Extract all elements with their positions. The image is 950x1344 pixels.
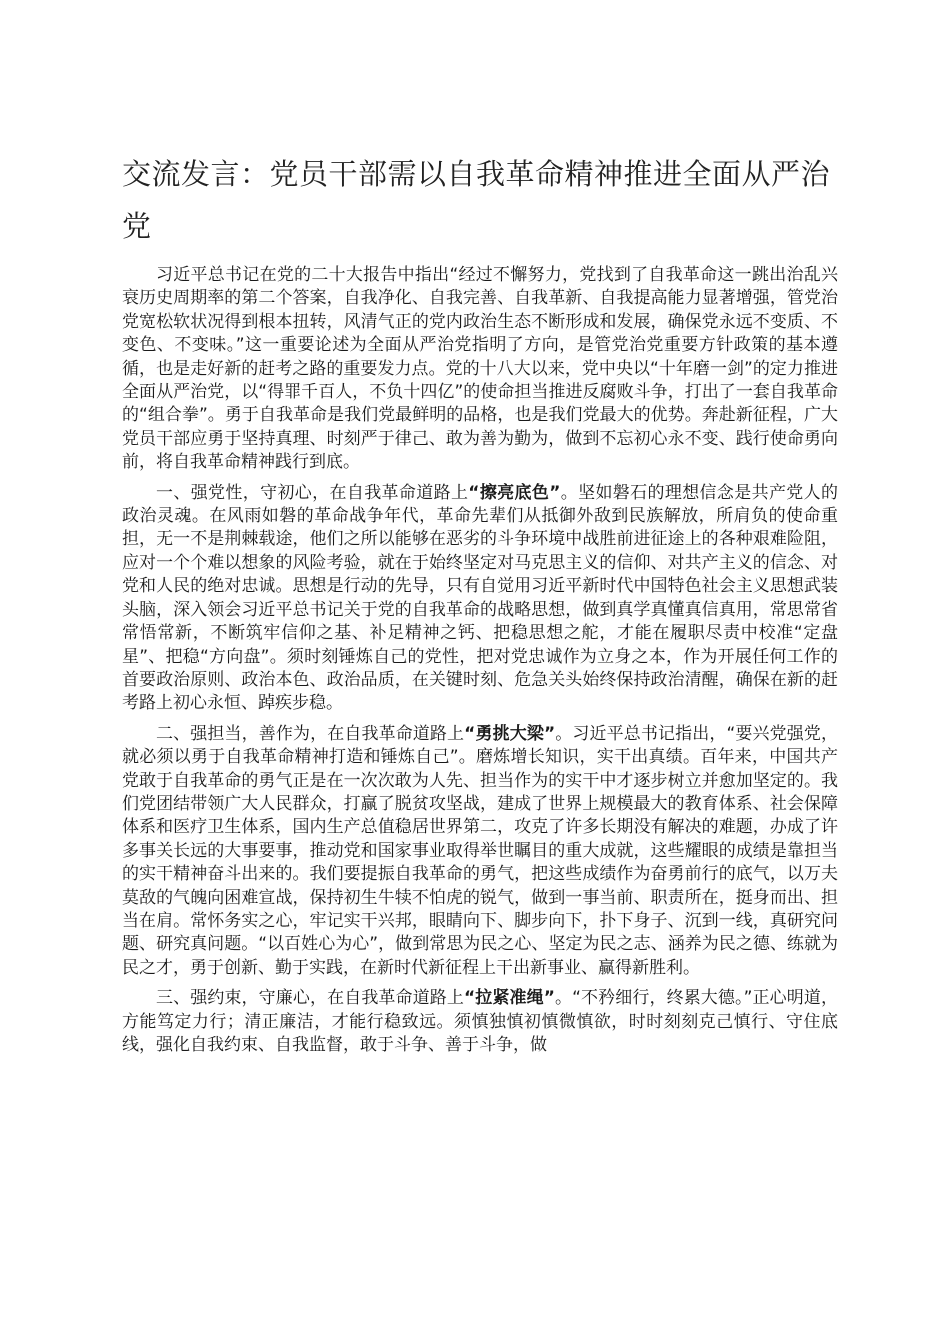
section-2-body: 。习近平总书记指出，“要兴党强党，就必须以勇于自我革命精神打造和锤炼自己”。磨炼增长知识，实干出真绩。百年来，中国共产党敢于自我革命的勇气正是在一次次敢为人先、担当作为的实干中才逐步树立并愈加坚定的。我们党团结带领广大人民群众，打赢了脱贫攻坚战，建成了世界上规模最大的教育体系、社会保障体系和医疗卫生体系，国内生产总值稳居世界第二，攻克了许多长期没有解决的难题，办成了许多事关长远的大事要事，推动党和国家事业取得举世瞩目的重大成就，这些耀眼的成绩是靠担当的实干精神奋斗出来的。我们要提振自我革命的勇气，把这些成绩作为奋勇前行的底气，以万夫莫敌的气魄向困难宣战，保持初生牛犊不怕虎的锐气，做到一事当前、职责所在，挺身而出、担当在肩。常怀务实之心，牢记实干兴邦，眼睛向下、脚步向下，扑下身子、沉到一线，真研究问题、研究真问题。“以百姓心为心”，做到常思为民之心、坚定为民之志、涵养为民之德、练就为民之才，勇于创新、勤于实践，在新时代新征程上干出新事业、赢得新胜利。 (122, 723, 838, 978)
section-3-emphasis: “拉紧准绳” (463, 988, 555, 1009)
section-2-paragraph (122, 723, 838, 980)
section-1-body: 。坚如磐石的理想信念是共产党人的政治灵魂。在风雨如磐的革命战争年代，革命先辈们从抵御外敌到民族解放，所肩负的使命重担，无一不是荆棘载途，他们之所以能够在恶劣的斗争环境中战胜前进征途上的各种艰难险阻，应对一个个难以想象的风险考验，就在于始终坚定对马克思主义的信仰、对共产主义的信念、对党和人民的绝对忠诚。思想是行动的先导，只有自觉用习近平新时代中国特色社会主义思想武装头脑，深入领会习近平总书记关于党的自我革命的战略思想，做到真学真懂真信真用，常思常省常悟常新，不断筑牢信仰之基、补足精神之钙、把稳思想之舵，才能在履职尽责中校准“定盘星”、把稳“方向盘”。须时刻锤炼自己的党性，把对党忠诚作为立身之本，作为开展任何工作的首要政治原则、政治本色、政治品质，在关键时刻、危急关头始终保持政治清醒，确保在新的赶考路上初心永恒、踔疾步稳。 (122, 482, 839, 714)
section-1-paragraph (122, 482, 838, 716)
section-1-lead: 一、强党性，守初心，在自我革命道路上 (156, 482, 469, 503)
document-title: 交流发言：党员干部需以自我革命精神推进全面从严治党 (122, 157, 831, 243)
section-3-paragraph (122, 987, 838, 1057)
section-1-emphasis: “擦亮底色” (468, 482, 561, 503)
section-2-emphasis: “勇挑大梁” (464, 723, 556, 744)
intro-paragraph: 习近平总书记在党的二十大报告中指出“经过不懈努力，党找到了自我革命这一跳出治乱兴衰历史周期率的第二个答案，自我净化、自我完善、自我革新、自我提高能力显著增强，管党治党宽松软状况得到根本扭转，风清气正的党内政治生态不断形成和发展，确保党永远不变质、不变色、不变味。”这一重要论述为全面从严治党指明了方向，是管党治党重要方针政策的基本遵循，也是走好新的赶考之路的重要发力点。党的十八大以来，党中央以“十年磨一剑”的定力推进全面从严治党，以“得罪千百人，不负十四亿”的使命担当推进反腐败斗争，打出了一套自我革命的“组合拳”。勇于自我革命是我们党最鲜明的品格，也是我们党最大的优势。奔赴新征程，广大党员干部应勇于坚持真理、时刻严于律己、敢为善为勤为，做到不忘初心永不变、践行使命勇向前，将自我革命精神践行到底。 (122, 265, 838, 473)
section-2-lead: 二、强担当，善作为，在自我革命道路上 (156, 723, 465, 744)
section-3-body: 。“不矜细行，终累大德。”正心明道，方能笃定力行；清正廉洁，才能行稳致远。须慎独慎初慎微慎欲，时时刻刻克己慎行、守住底线，强化自我约束、自我监督，敢于斗争、善于斗争，做 (122, 988, 838, 1055)
document-page (122, 148, 838, 1064)
section-3-lead: 三、强约束，守廉心，在自我革命道路上 (156, 988, 464, 1009)
